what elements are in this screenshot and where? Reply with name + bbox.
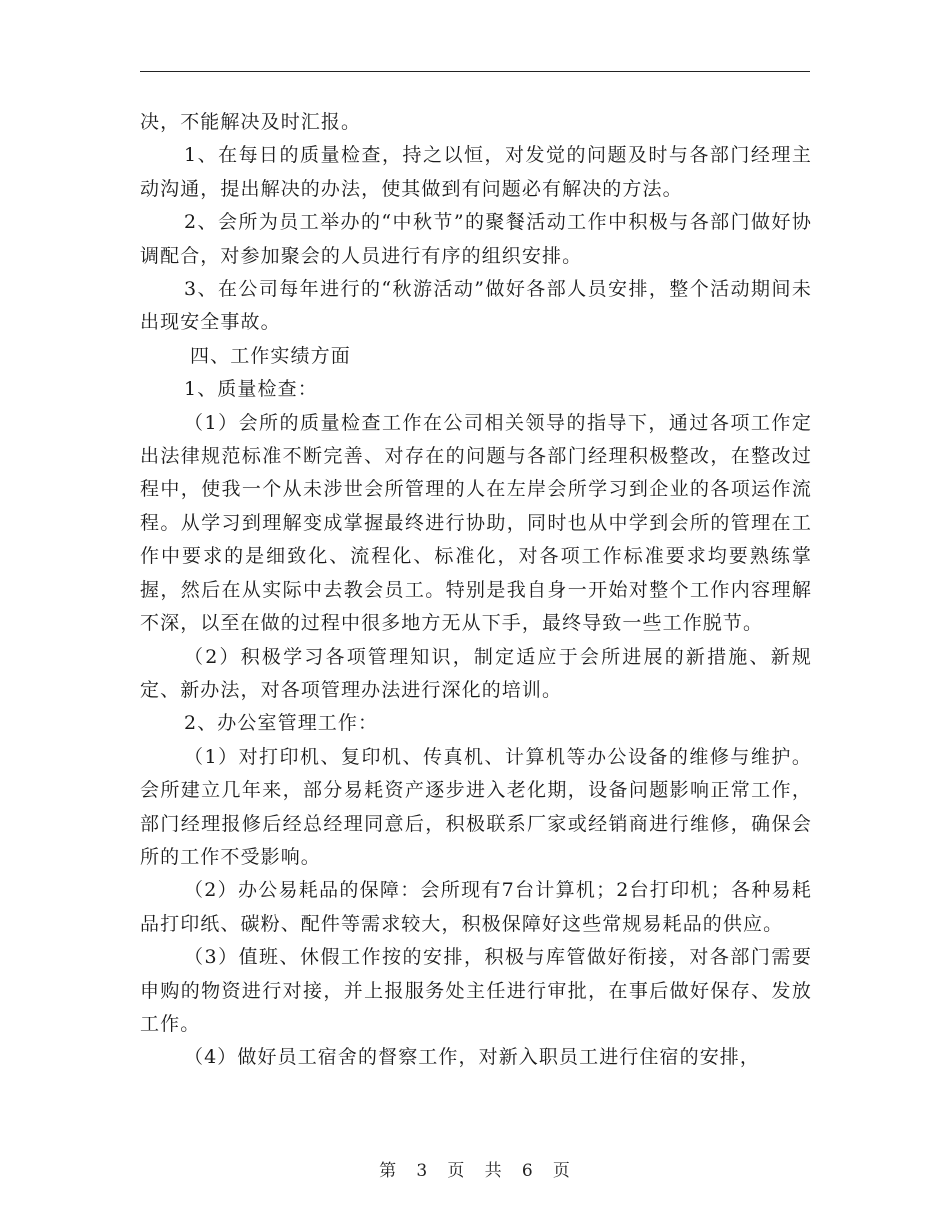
paragraph: （2）积极学习各项管理知识，制定适应于会所进展的新措施、新规定、新办法，对各项管理办法进行深化的培训。 (140, 645, 812, 701)
header-rule (140, 71, 810, 72)
paragraph: 2、会所为员工举办的“中秋节”的聚餐活动工作中积极与各部门做好协调配合，对参加聚会的人员进行有序的组织安排。 (140, 211, 812, 267)
paragraph: （4）做好员工宿舍的督察工作，对新入职员工进行住宿的安排， (184, 1046, 760, 1069)
footer-label-unit: 页 (447, 1161, 466, 1181)
paragraph: 决，不能解决及时汇报。 (140, 111, 362, 133)
footer-label-total: 共 (484, 1161, 503, 1181)
section-heading: 四、工作实绩方面 (190, 344, 351, 367)
paragraph: 2、办公室管理工作： (184, 712, 379, 735)
paragraph: （1）对打印机、复印机、传真机、计算机等办公设备的维修与维护。会所建立几年来，部分易耗资产逐步进入老化期，设备问题影响正常工作，部门经理报修后经总经理同意后，积极联系厂家或经销商进行维修，确保会所的工作不受影响。 (140, 745, 812, 868)
paragraph: 1、质量检查： (184, 378, 318, 401)
footer-label-unit2: 页 (552, 1161, 571, 1181)
page-footer (0, 1156, 950, 1181)
paragraph: （3）值班、休假工作按的安排，积极与库管做好衔接，对各部门需要申购的物资进行对接，并上报服务处主任进行审批，在事后做好保存、发放工作。 (140, 946, 812, 1035)
footer-current-page: 3 (416, 1161, 429, 1181)
footer-label-page: 第 (379, 1161, 398, 1181)
footer-total-pages: 6 (521, 1161, 534, 1181)
paragraph: 3、在公司每年进行的“秋游活动”做好各部人员安排，整个活动期间未出现安全事故。 (140, 278, 812, 334)
paragraph: 1、在每日的质量检查，持之以恒，对发觉的问题及时与各部门经理主动沟通，提出解决的办法，使其做到有问题必有解决的方法。 (140, 144, 812, 200)
paragraph: （1）会所的质量检查工作在公司相关领导的指导下，通过各项工作定出法律规范标准不断完善、对存在的问题与各部门经理积极整改，在整改过程中，使我一个从未涉世会所管理的人在左岸会所学习到企业的各项运作流程。从学习到理解变成掌握最终进行协助，同时也从中学到会所的管理在工作中要求的是细致化、流程化、标准化，对各项工作标准要求均要熟练掌握，然后在从实际中去教会员工。特别是我自身一开始对整个工作内容理解不深，以至在做的过程中很多地方无从下手，最终导致一些工作脱节。 (140, 411, 812, 635)
paragraph: （2）办公易耗品的保障：会所现有7台计算机；2台打印机；各种易耗品打印纸、碳粉、配件等需求较大，积极保障好这些常规易耗品的供应。 (140, 879, 812, 935)
document-body (140, 106, 812, 1075)
